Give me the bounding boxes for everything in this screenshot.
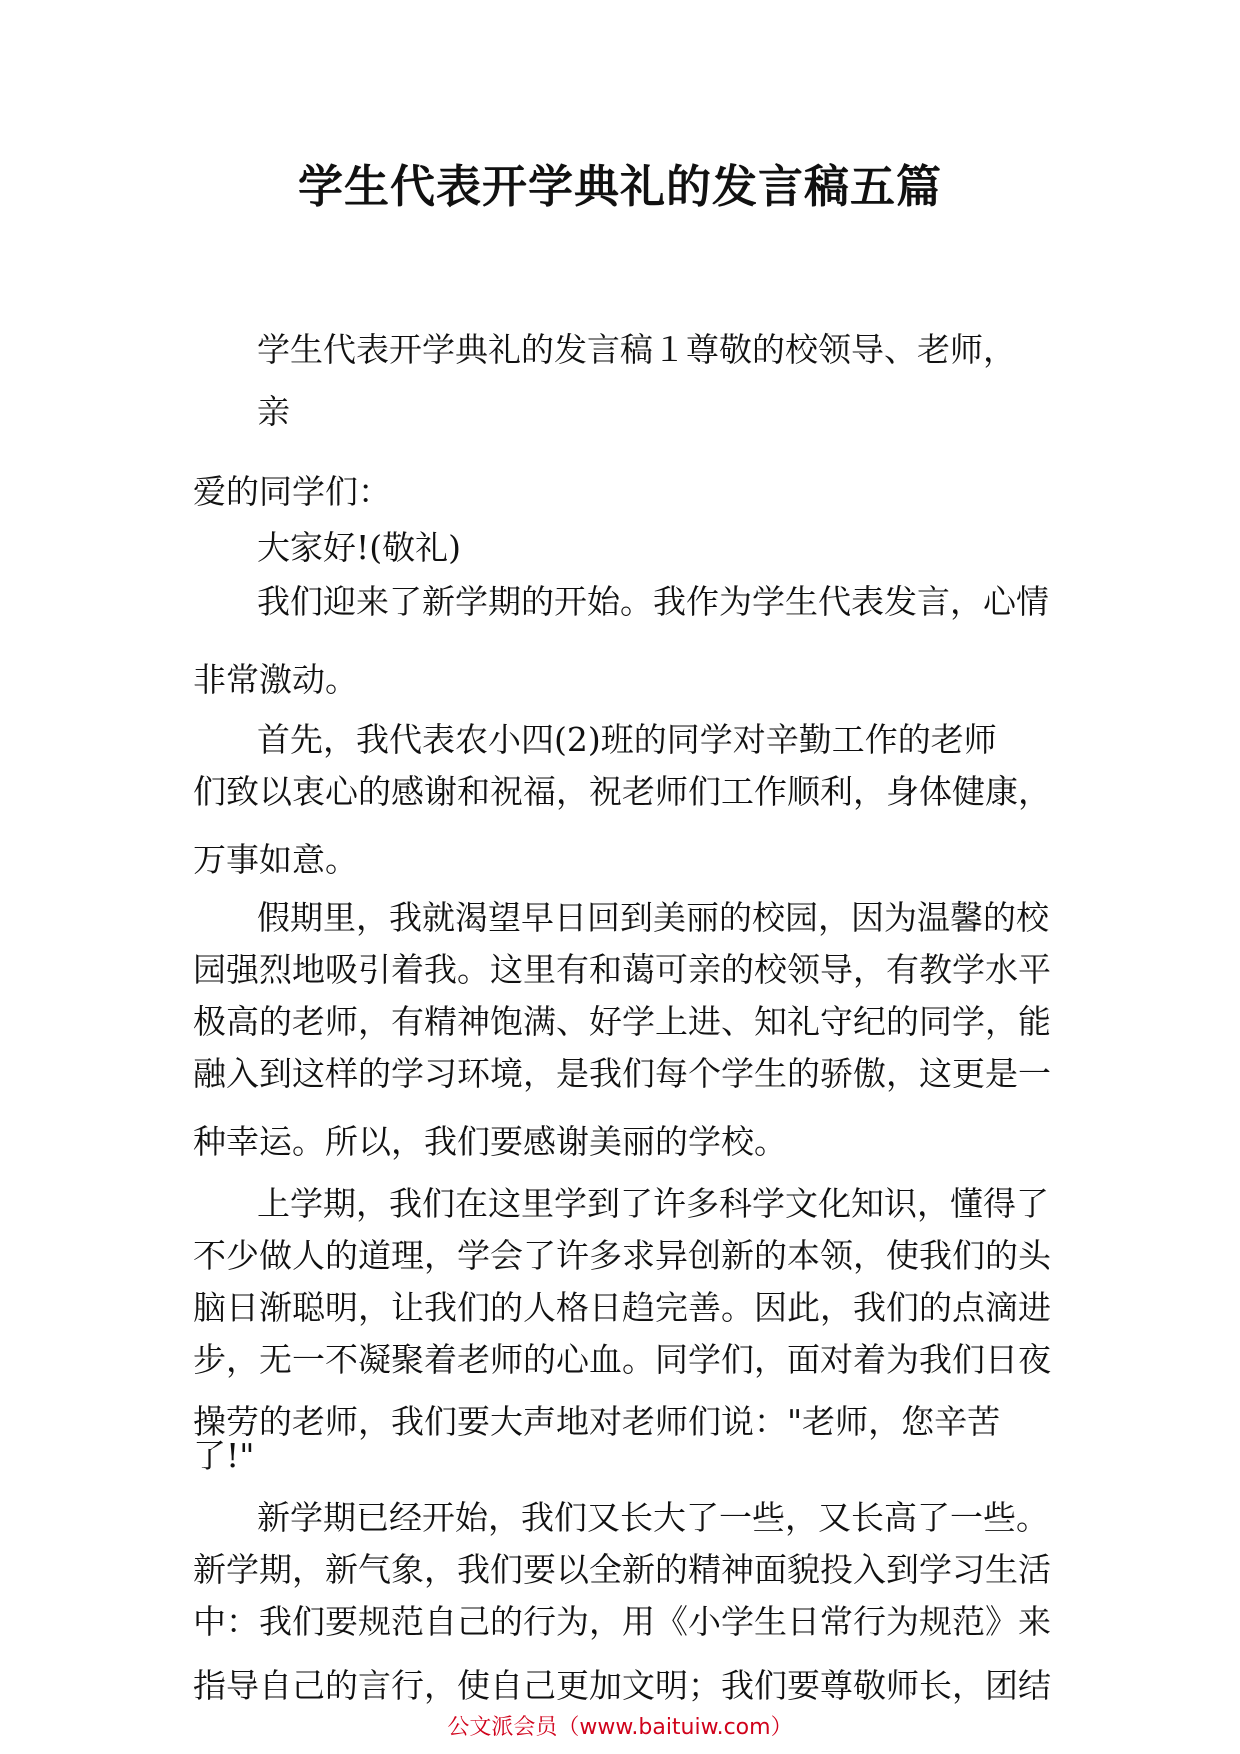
- document-title: 学生代表开学典礼的发言稿五篇: [297, 160, 942, 213]
- text-line-2: 亲: [257, 392, 290, 431]
- text-line-7: 首先，我代表农小四(2)班的同学对辛勤工作的老师: [257, 720, 997, 759]
- text-line-4: 大家好!(敬礼): [257, 528, 462, 567]
- text-line-23: 中：我们要规范自己的行为，用《小学生日常行为规范》来: [193, 1602, 1051, 1641]
- text-line-13: 融入到这样的学习环境，是我们每个学生的骄傲，这更是一: [193, 1054, 1051, 1093]
- text-line-24: 指导自己的言行，使自己更加文明；我们要尊敬师长，团结: [193, 1666, 1051, 1705]
- text-line-16: 不少做人的道理，学会了许多求异创新的本领，使我们的头: [193, 1236, 1051, 1275]
- text-line-18: 步，无一不凝聚着老师的心血。同学们，面对着为我们日夜: [193, 1340, 1051, 1379]
- text-line-3: 爱的同学们：: [193, 472, 391, 511]
- text-line-22: 新学期，新气象，我们要以全新的精神面貌投入到学习生活: [193, 1550, 1051, 1589]
- text-line-8: 们致以衷心的感谢和祝福，祝老师们工作顺利，身体健康，: [193, 772, 1051, 811]
- text-line-21: 新学期已经开始，我们又长大了一些，又长高了一些。: [257, 1498, 1049, 1537]
- text-line-5: 我们迎来了新学期的开始。我作为学生代表发言，心情: [257, 582, 1049, 621]
- text-line-17: 脑日渐聪明，让我们的人格日趋完善。因此，我们的点滴进: [193, 1288, 1051, 1327]
- text-line-1: 学生代表开学典礼的发言稿１尊敬的校领导、老师，: [257, 330, 1016, 369]
- text-line-12: 极高的老师，有精神饱满、好学上进、知礼守纪的同学，能: [193, 1002, 1051, 1041]
- text-line-11: 园强烈地吸引着我。这里有和蔼可亲的校领导，有教学水平: [193, 950, 1051, 989]
- text-line-6: 非常激动。: [193, 660, 358, 699]
- text-line-19: 操劳的老师，我们要大声地对老师们说："老师，您辛苦: [193, 1402, 1001, 1441]
- text-line-9: 万事如意。: [193, 840, 358, 879]
- text-line-10: 假期里，我就渴望早日回到美丽的校园，因为温馨的校: [257, 898, 1049, 937]
- text-line-14: 种幸运。所以，我们要感谢美丽的学校。: [193, 1122, 787, 1161]
- text-line-15: 上学期，我们在这里学到了许多科学文化知识，懂得了: [257, 1184, 1049, 1223]
- text-line-20: 了!": [193, 1436, 255, 1475]
- footer-watermark: 公文派会员（www.baituiw.com）: [447, 1715, 793, 1740]
